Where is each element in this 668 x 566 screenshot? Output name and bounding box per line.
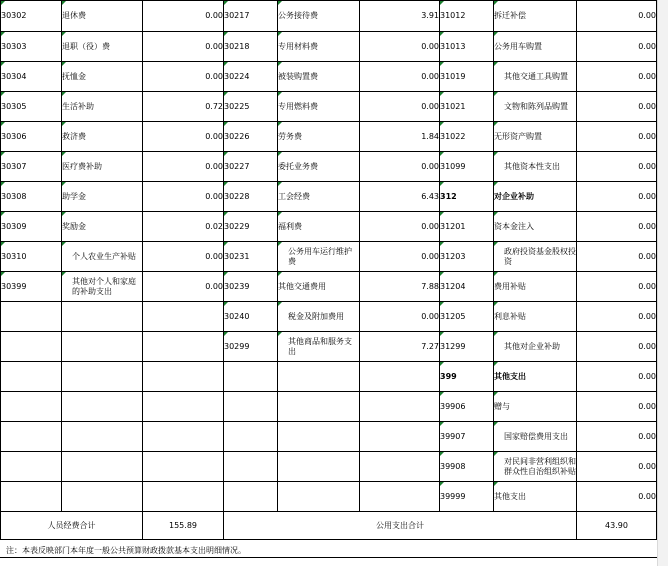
cell-item-name[interactable]: 被装购置费 <box>278 62 360 92</box>
cell-amount[interactable]: 0.00 <box>360 92 440 122</box>
cell-amount[interactable]: 0.00 <box>360 152 440 182</box>
cell-item-name[interactable]: 医疗费补助 <box>62 152 143 182</box>
cell-item-name[interactable]: 其他支出 <box>494 362 577 392</box>
cell-item-name[interactable]: 政府投资基金股权投资 <box>494 242 577 272</box>
cell-code[interactable]: 30308 <box>1 182 62 212</box>
cell-code[interactable]: 30227 <box>224 152 278 182</box>
cell-code[interactable]: 31021 <box>440 92 494 122</box>
cell-amount[interactable]: 0.00 <box>577 122 657 152</box>
cell-amount[interactable]: 0.00 <box>360 32 440 62</box>
cell-code[interactable] <box>1 482 62 512</box>
cell-item-name[interactable]: 其他对企业补助 <box>494 332 577 362</box>
cell-item-name[interactable]: 个人农业生产补贴 <box>62 242 143 272</box>
cell-code[interactable] <box>1 362 62 392</box>
personnel-total-value[interactable]: 155.89 <box>143 512 224 540</box>
cell-item-name[interactable]: 退休费 <box>62 1 143 32</box>
cell-code[interactable]: 30307 <box>1 152 62 182</box>
cell-amount[interactable]: 0.00 <box>577 32 657 62</box>
cell-amount[interactable]: 0.00 <box>577 392 657 422</box>
cell-code[interactable] <box>1 332 62 362</box>
cell-item-name[interactable]: 公务用车运行维护费 <box>278 242 360 272</box>
cell-code[interactable]: 30224 <box>224 62 278 92</box>
cell-item-name[interactable]: 委托业务费 <box>278 152 360 182</box>
cell-code[interactable]: 31012 <box>440 1 494 32</box>
table-row <box>1 212 657 242</box>
cell-code[interactable] <box>224 482 278 512</box>
cell-amount[interactable] <box>143 422 224 452</box>
cell-code[interactable]: 30217 <box>224 1 278 32</box>
cell-item-name[interactable]: 文物和陈列品购置 <box>494 92 577 122</box>
table-row <box>1 452 657 482</box>
cell-code[interactable]: 30228 <box>224 182 278 212</box>
public-total-label[interactable]: 公用支出合计 <box>224 512 577 540</box>
cell-code[interactable]: 30229 <box>224 212 278 242</box>
cell-item-name[interactable]: 税金及附加费用 <box>278 302 360 332</box>
cell-amount[interactable]: 0.00 <box>360 62 440 92</box>
table-row <box>1 92 657 122</box>
cell-amount[interactable]: 0.00 <box>577 422 657 452</box>
cell-code[interactable]: 39906 <box>440 392 494 422</box>
cell-amount[interactable]: 0.00 <box>577 242 657 272</box>
cell-item-name[interactable]: 国家赔偿费用支出 <box>494 422 577 452</box>
cell-code[interactable]: 39999 <box>440 482 494 512</box>
cell-item-name[interactable] <box>278 482 360 512</box>
cell-amount[interactable]: 0.00 <box>577 332 657 362</box>
cell-amount[interactable]: 0.72 <box>143 92 224 122</box>
table-row <box>1 122 657 152</box>
cell-amount[interactable] <box>360 362 440 392</box>
cell-item-name[interactable]: 赠与 <box>494 392 577 422</box>
cell-code[interactable]: 312 <box>440 182 494 212</box>
cell-amount[interactable] <box>143 392 224 422</box>
cell-item-name[interactable] <box>62 422 143 452</box>
cell-item-name[interactable]: 工会经费 <box>278 182 360 212</box>
cell-item-name[interactable]: 其他交通工具购置 <box>494 62 577 92</box>
cell-item-name[interactable]: 无形资产购置 <box>494 122 577 152</box>
cell-code[interactable]: 30303 <box>1 32 62 62</box>
cell-item-name[interactable]: 资本金注入 <box>494 212 577 242</box>
cell-code[interactable]: 30309 <box>1 212 62 242</box>
cell-amount[interactable] <box>143 362 224 392</box>
cell-amount[interactable]: 0.00 <box>360 242 440 272</box>
cell-code[interactable]: 31203 <box>440 242 494 272</box>
cell-amount[interactable]: 0.00 <box>577 182 657 212</box>
cell-amount[interactable]: 0.00 <box>577 272 657 302</box>
table-row <box>1 332 657 362</box>
cell-amount[interactable]: 0.00 <box>577 482 657 512</box>
public-total-value[interactable]: 43.90 <box>577 512 657 540</box>
cell-code[interactable] <box>224 422 278 452</box>
cell-code[interactable]: 31299 <box>440 332 494 362</box>
cell-item-name[interactable]: 退职（役）费 <box>62 32 143 62</box>
cell-amount[interactable]: 0.00 <box>143 122 224 152</box>
personnel-total-label[interactable]: 人员经费合计 <box>1 512 143 540</box>
cell-item-name[interactable] <box>62 302 143 332</box>
cell-item-name[interactable]: 其他商品和服务支出 <box>278 332 360 362</box>
cell-item-name[interactable]: 抚恤金 <box>62 62 143 92</box>
cell-item-name[interactable]: 助学金 <box>62 182 143 212</box>
cell-amount[interactable]: 0.00 <box>143 182 224 212</box>
table-row <box>1 152 657 182</box>
cell-amount[interactable] <box>360 482 440 512</box>
cell-item-name[interactable]: 奖励金 <box>62 212 143 242</box>
cell-code[interactable]: 30399 <box>1 272 62 302</box>
cell-amount[interactable] <box>360 422 440 452</box>
cell-code[interactable] <box>1 452 62 482</box>
cell-code[interactable] <box>224 392 278 422</box>
cell-amount[interactable] <box>360 392 440 422</box>
cell-amount[interactable] <box>143 452 224 482</box>
cell-item-name[interactable]: 对企业补助 <box>494 182 577 212</box>
cell-item-name[interactable]: 专用材料费 <box>278 32 360 62</box>
cell-item-name[interactable] <box>62 362 143 392</box>
cell-item-name[interactable]: 拆迁补偿 <box>494 1 577 32</box>
cell-amount[interactable]: 1.84 <box>360 122 440 152</box>
table-row <box>1 362 657 392</box>
cell-item-name[interactable] <box>278 392 360 422</box>
table-row <box>1 482 657 512</box>
cell-code[interactable]: 30306 <box>1 122 62 152</box>
cell-item-name[interactable]: 其他对个人和家庭的补助支出 <box>62 272 143 302</box>
cell-code[interactable]: 31201 <box>440 212 494 242</box>
cell-amount[interactable]: 0.00 <box>360 302 440 332</box>
cell-code[interactable]: 31099 <box>440 152 494 182</box>
cell-amount[interactable]: 0.00 <box>143 152 224 182</box>
table-row <box>1 62 657 92</box>
cell-code[interactable]: 39908 <box>440 452 494 482</box>
cell-item-name[interactable]: 利息补贴 <box>494 302 577 332</box>
cell-amount[interactable] <box>360 452 440 482</box>
table-row <box>1 1 657 32</box>
cell-amount[interactable]: 0.00 <box>143 272 224 302</box>
cell-amount[interactable]: 7.88 <box>360 272 440 302</box>
cell-item-name[interactable] <box>62 392 143 422</box>
cell-item-name[interactable] <box>62 482 143 512</box>
cell-code[interactable]: 30226 <box>224 122 278 152</box>
cell-item-name[interactable] <box>278 452 360 482</box>
cell-amount[interactable]: 0.00 <box>577 62 657 92</box>
cell-amount[interactable]: 0.00 <box>577 452 657 482</box>
cell-code[interactable] <box>1 422 62 452</box>
cell-amount[interactable]: 0.00 <box>577 362 657 392</box>
cell-amount[interactable]: 6.43 <box>360 182 440 212</box>
cell-code[interactable]: 31013 <box>440 32 494 62</box>
cell-code[interactable]: 30231 <box>224 242 278 272</box>
cell-amount[interactable]: 0.00 <box>143 1 224 32</box>
cell-code[interactable]: 30304 <box>1 62 62 92</box>
table-body <box>1 1 657 540</box>
cell-code[interactable]: 31205 <box>440 302 494 332</box>
cell-code[interactable]: 30225 <box>224 92 278 122</box>
cell-amount[interactable]: 0.00 <box>577 1 657 32</box>
table-footnote: 注：本表反映部门本年度一般公共预算财政拨款基本支出明细情况。 <box>0 544 657 558</box>
cell-item-name[interactable]: 生活补助 <box>62 92 143 122</box>
cell-item-name[interactable]: 救济费 <box>62 122 143 152</box>
cell-code[interactable]: 39907 <box>440 422 494 452</box>
cell-item-name[interactable]: 公务接待费 <box>278 1 360 32</box>
cell-amount[interactable]: 0.00 <box>143 242 224 272</box>
cell-amount[interactable]: 0.00 <box>577 152 657 182</box>
cell-code[interactable]: 31019 <box>440 62 494 92</box>
table-row <box>1 182 657 212</box>
table-row <box>1 302 657 332</box>
cell-amount[interactable]: 3.91 <box>360 1 440 32</box>
cell-item-name[interactable]: 其他交通费用 <box>278 272 360 302</box>
cell-code[interactable] <box>224 362 278 392</box>
cell-item-name[interactable]: 劳务费 <box>278 122 360 152</box>
totals-row <box>1 512 657 540</box>
cell-amount[interactable]: 0.02 <box>143 212 224 242</box>
table-row <box>1 32 657 62</box>
sheet-scroll-edge <box>657 0 668 566</box>
cell-item-name[interactable] <box>62 452 143 482</box>
cell-item-name[interactable]: 公务用车购置 <box>494 32 577 62</box>
cell-code[interactable]: 30239 <box>224 272 278 302</box>
cell-amount[interactable]: 0.00 <box>143 62 224 92</box>
cell-amount[interactable] <box>143 302 224 332</box>
table-row <box>1 272 657 302</box>
cell-item-name[interactable]: 福利费 <box>278 212 360 242</box>
cell-item-name[interactable]: 专用燃料费 <box>278 92 360 122</box>
cell-item-name[interactable]: 其他资本性支出 <box>494 152 577 182</box>
cell-code[interactable]: 31204 <box>440 272 494 302</box>
cell-code[interactable]: 30302 <box>1 1 62 32</box>
cell-code[interactable]: 30218 <box>224 32 278 62</box>
cell-code[interactable]: 399 <box>440 362 494 392</box>
cell-code[interactable]: 30240 <box>224 302 278 332</box>
cell-amount[interactable]: 0.00 <box>577 92 657 122</box>
cell-amount[interactable] <box>143 482 224 512</box>
table-row <box>1 422 657 452</box>
cell-item-name[interactable]: 其他支出 <box>494 482 577 512</box>
table-row <box>1 242 657 272</box>
cell-item-name[interactable] <box>62 332 143 362</box>
cell-item-name[interactable]: 费用补贴 <box>494 272 577 302</box>
cell-code[interactable]: 31022 <box>440 122 494 152</box>
cell-amount[interactable] <box>143 332 224 362</box>
cell-code[interactable]: 30305 <box>1 92 62 122</box>
cell-code[interactable] <box>1 302 62 332</box>
cell-code[interactable] <box>1 392 62 422</box>
cell-amount[interactable]: 0.00 <box>577 212 657 242</box>
table-row <box>1 392 657 422</box>
cell-item-name[interactable]: 对民间非营利组织和群众性自治组织补贴 <box>494 452 577 482</box>
cell-code[interactable]: 30310 <box>1 242 62 272</box>
cell-amount[interactable]: 7.27 <box>360 332 440 362</box>
cell-item-name[interactable] <box>278 362 360 392</box>
cell-code[interactable] <box>224 452 278 482</box>
cell-amount[interactable]: 0.00 <box>143 32 224 62</box>
cell-code[interactable]: 30299 <box>224 332 278 362</box>
cell-item-name[interactable] <box>278 422 360 452</box>
cell-amount[interactable]: 0.00 <box>577 302 657 332</box>
cell-amount[interactable]: 0.00 <box>360 212 440 242</box>
